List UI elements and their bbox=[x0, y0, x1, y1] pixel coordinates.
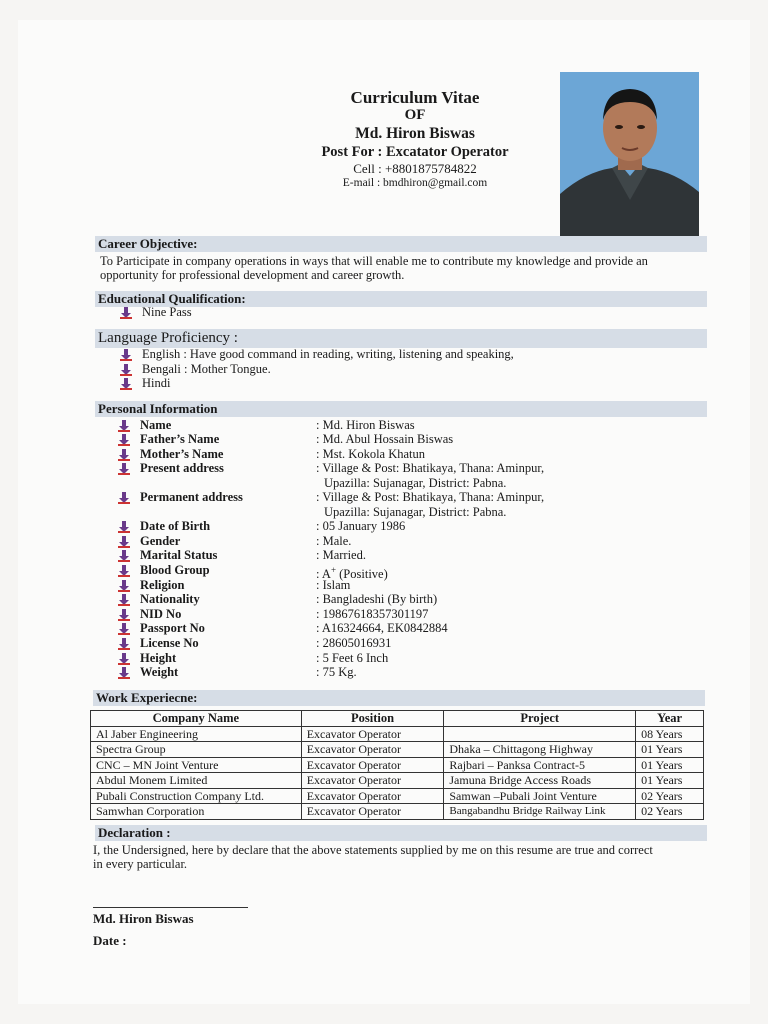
candidate-name: Md. Hiron Biswas bbox=[355, 125, 475, 142]
cv-title: Curriculum Vitae bbox=[350, 88, 480, 107]
personal-info-label: Present address bbox=[140, 461, 224, 475]
email: E-mail : bmdhiron@gmail.com bbox=[342, 177, 488, 189]
personal-info-value bbox=[316, 578, 350, 593]
cell-company: Al Jaber Engineering bbox=[91, 726, 302, 742]
personal-info-label: Passport No bbox=[140, 621, 205, 635]
arrow-bullet-icon bbox=[118, 520, 130, 532]
signature-date: Date : bbox=[93, 933, 127, 948]
personal-info-heading: Personal Information bbox=[95, 401, 707, 417]
personal-info-value-text: : Married. bbox=[316, 548, 366, 562]
personal-info-value-text: : A16324664, EK0842884 bbox=[316, 621, 448, 635]
personal-info-value-text: : 28605016931 bbox=[316, 636, 392, 650]
work-experience-table bbox=[90, 710, 704, 820]
cell-number: Cell : +8801875784822 bbox=[353, 161, 477, 176]
cell-position: Excavator Operator bbox=[301, 788, 444, 804]
cell-project: Dhaka – Chittagong Highway bbox=[444, 742, 636, 758]
signature-line bbox=[93, 907, 248, 908]
personal-info-value-text: : Male. bbox=[316, 534, 352, 548]
blood-group-sign: + bbox=[330, 565, 337, 575]
personal-info-value bbox=[316, 432, 453, 447]
profile-photo bbox=[560, 72, 699, 237]
work-experience-heading: Work Experiecne: bbox=[93, 690, 705, 706]
cell-year: 01 Years bbox=[636, 742, 704, 758]
cell-company: Pubali Construction Company Ltd. bbox=[91, 788, 302, 804]
cell-year: 02 Years bbox=[636, 788, 704, 804]
personal-info-value-text: : 19867618357301197 bbox=[316, 607, 429, 621]
cell-project: Jamuna Bridge Access Roads bbox=[444, 773, 636, 789]
arrow-bullet-icon bbox=[118, 608, 130, 620]
arrow-bullet-icon bbox=[118, 433, 130, 445]
table-row bbox=[91, 757, 704, 773]
personal-info-value-text: : Village & Post: Bhatikaya, Thana: Aminpur, bbox=[316, 461, 545, 475]
arrow-bullet-icon bbox=[118, 448, 130, 460]
arrow-bullet-icon bbox=[118, 549, 130, 561]
cell-project bbox=[444, 726, 636, 742]
personal-info-value-text: : Md. Abul Hossain Biswas bbox=[316, 432, 454, 446]
declaration-line-2: in every particular. bbox=[93, 857, 188, 871]
post-for: Post For : Excatator Operator bbox=[321, 144, 509, 160]
arrow-bullet-icon bbox=[118, 579, 130, 591]
personal-info-label: Name bbox=[140, 418, 172, 432]
personal-info-value bbox=[316, 651, 388, 666]
cell-year: 08 Years bbox=[636, 726, 704, 742]
column-header-position: Position bbox=[301, 711, 444, 727]
personal-info-value bbox=[316, 621, 448, 636]
column-header-year: Year bbox=[636, 711, 704, 727]
personal-info-value-text: : 5 Feet 6 Inch bbox=[316, 651, 389, 665]
language-heading: Language Proficiency : bbox=[95, 329, 707, 348]
personal-info-label: Weight bbox=[140, 665, 179, 679]
personal-info-value-text: : Mst. Kokola Khatun bbox=[316, 447, 426, 461]
arrow-bullet-icon bbox=[118, 652, 130, 664]
arrow-bullet-icon bbox=[118, 637, 130, 649]
personal-info-value bbox=[316, 490, 544, 519]
table-row bbox=[91, 773, 704, 789]
table-row bbox=[91, 742, 704, 758]
personal-info-value-text: : A bbox=[316, 567, 331, 582]
cell-project: Rajbari – Panksa Contract-5 bbox=[444, 757, 636, 773]
cell-position: Excavator Operator bbox=[301, 742, 444, 758]
arrow-bullet-icon bbox=[118, 535, 130, 547]
personal-info-value bbox=[316, 548, 366, 563]
cell-company: Abdul Monem Limited bbox=[91, 773, 302, 789]
cell-position: Excavator Operator bbox=[301, 757, 444, 773]
column-header-project: Project bbox=[444, 711, 636, 727]
personal-info-value-text: : Village & Post: Bhatikaya, Thana: Aminpur, bbox=[316, 490, 545, 504]
personal-info-value-line-2: Upazilla: Sujanagar, District: Pabna. bbox=[324, 504, 507, 519]
cell-year: 01 Years bbox=[636, 757, 704, 773]
personal-info-value bbox=[316, 607, 428, 622]
cell-position: Excavator Operator bbox=[301, 804, 444, 820]
arrow-bullet-icon bbox=[120, 348, 132, 360]
personal-info-label: Marital Status bbox=[140, 548, 218, 562]
personal-info-value bbox=[316, 665, 357, 680]
personal-info-label: NID No bbox=[140, 607, 182, 621]
declaration-line-1: I, the Undersigned, here by declare that the above statements supplied by me on this resume are true and correct bbox=[93, 843, 653, 857]
personal-info-label: Religion bbox=[140, 578, 185, 592]
personal-info-label: Nationality bbox=[140, 592, 200, 606]
declaration-heading: Declaration : bbox=[95, 825, 707, 841]
personal-info-value bbox=[316, 592, 437, 607]
language-item: Hindi bbox=[142, 376, 171, 390]
personal-info-label: Date of Birth bbox=[140, 519, 211, 533]
personal-info-label: Father’s Name bbox=[140, 432, 220, 446]
arrow-bullet-icon bbox=[118, 491, 130, 503]
table-row bbox=[91, 726, 704, 742]
arrow-bullet-icon bbox=[118, 419, 130, 431]
arrow-bullet-icon bbox=[120, 377, 132, 389]
personal-info-label: Gender bbox=[140, 534, 181, 548]
cell-position: Excavator Operator bbox=[301, 773, 444, 789]
personal-info-value bbox=[316, 418, 415, 433]
personal-info-value-text: : Bangladeshi (By birth) bbox=[316, 592, 438, 606]
personal-info-label: Blood Group bbox=[140, 563, 210, 577]
column-header-company: Company Name bbox=[91, 711, 302, 727]
personal-info-value bbox=[316, 519, 405, 534]
personal-info-label: Mother’s Name bbox=[140, 447, 224, 461]
career-objective-line-2: opportunity for professional development and career growth. bbox=[100, 268, 405, 282]
personal-info-value-text: : Md. Hiron Biswas bbox=[316, 418, 415, 432]
cell-year: 01 Years bbox=[636, 773, 704, 789]
personal-info-label: Permanent address bbox=[140, 490, 243, 504]
personal-info-label: License No bbox=[140, 636, 199, 650]
personal-info-value bbox=[316, 447, 425, 462]
table-header-row bbox=[91, 711, 704, 727]
education-heading: Educational Qualification: bbox=[95, 291, 707, 307]
language-item: English : Have good command in reading, writing, listening and speaking, bbox=[142, 347, 514, 361]
arrow-bullet-icon bbox=[120, 363, 132, 375]
personal-info-label: Height bbox=[140, 651, 177, 665]
cell-project: Bangabandhu Bridge Railway Link bbox=[444, 804, 636, 820]
blood-group-suffix: (Positive) bbox=[336, 567, 388, 582]
career-objective-line-1: To Participate in company operations in ways that will enable me to contribute my knowledge and provide an bbox=[100, 254, 648, 268]
career-objective-heading: Career Objective: bbox=[95, 236, 707, 252]
personal-info-value-line-2: Upazilla: Sujanagar, District: Pabna. bbox=[324, 475, 507, 490]
arrow-bullet-icon bbox=[118, 564, 130, 576]
arrow-bullet-icon bbox=[118, 666, 130, 678]
arrow-bullet-icon bbox=[118, 462, 130, 474]
personal-info-value-text: : 05 January 1986 bbox=[316, 519, 406, 533]
cell-project: Samwan –Pubali Joint Venture bbox=[444, 788, 636, 804]
personal-info-value-text: : Islam bbox=[316, 578, 351, 592]
personal-info-value bbox=[316, 461, 544, 490]
cell-company: Spectra Group bbox=[91, 742, 302, 758]
personal-info-value bbox=[316, 636, 391, 651]
cell-position: Excavator Operator bbox=[301, 726, 444, 742]
table-row bbox=[91, 788, 704, 804]
cell-company: CNC – MN Joint Venture bbox=[91, 757, 302, 773]
arrow-bullet-icon bbox=[118, 593, 130, 605]
arrow-bullet-icon bbox=[118, 622, 130, 634]
arrow-bullet-icon bbox=[120, 306, 132, 318]
education-item: Nine Pass bbox=[142, 305, 192, 319]
table-row bbox=[91, 804, 704, 820]
personal-info-value bbox=[316, 534, 351, 549]
personal-info-value-text: : 75 Kg. bbox=[316, 665, 357, 679]
cv-of: OF bbox=[404, 107, 426, 123]
cell-year: 02 Years bbox=[636, 804, 704, 820]
signature-name: Md. Hiron Biswas bbox=[93, 911, 194, 926]
cell-company: Samwhan Corporation bbox=[91, 804, 302, 820]
language-item: Bengali : Mother Tongue. bbox=[142, 362, 271, 376]
